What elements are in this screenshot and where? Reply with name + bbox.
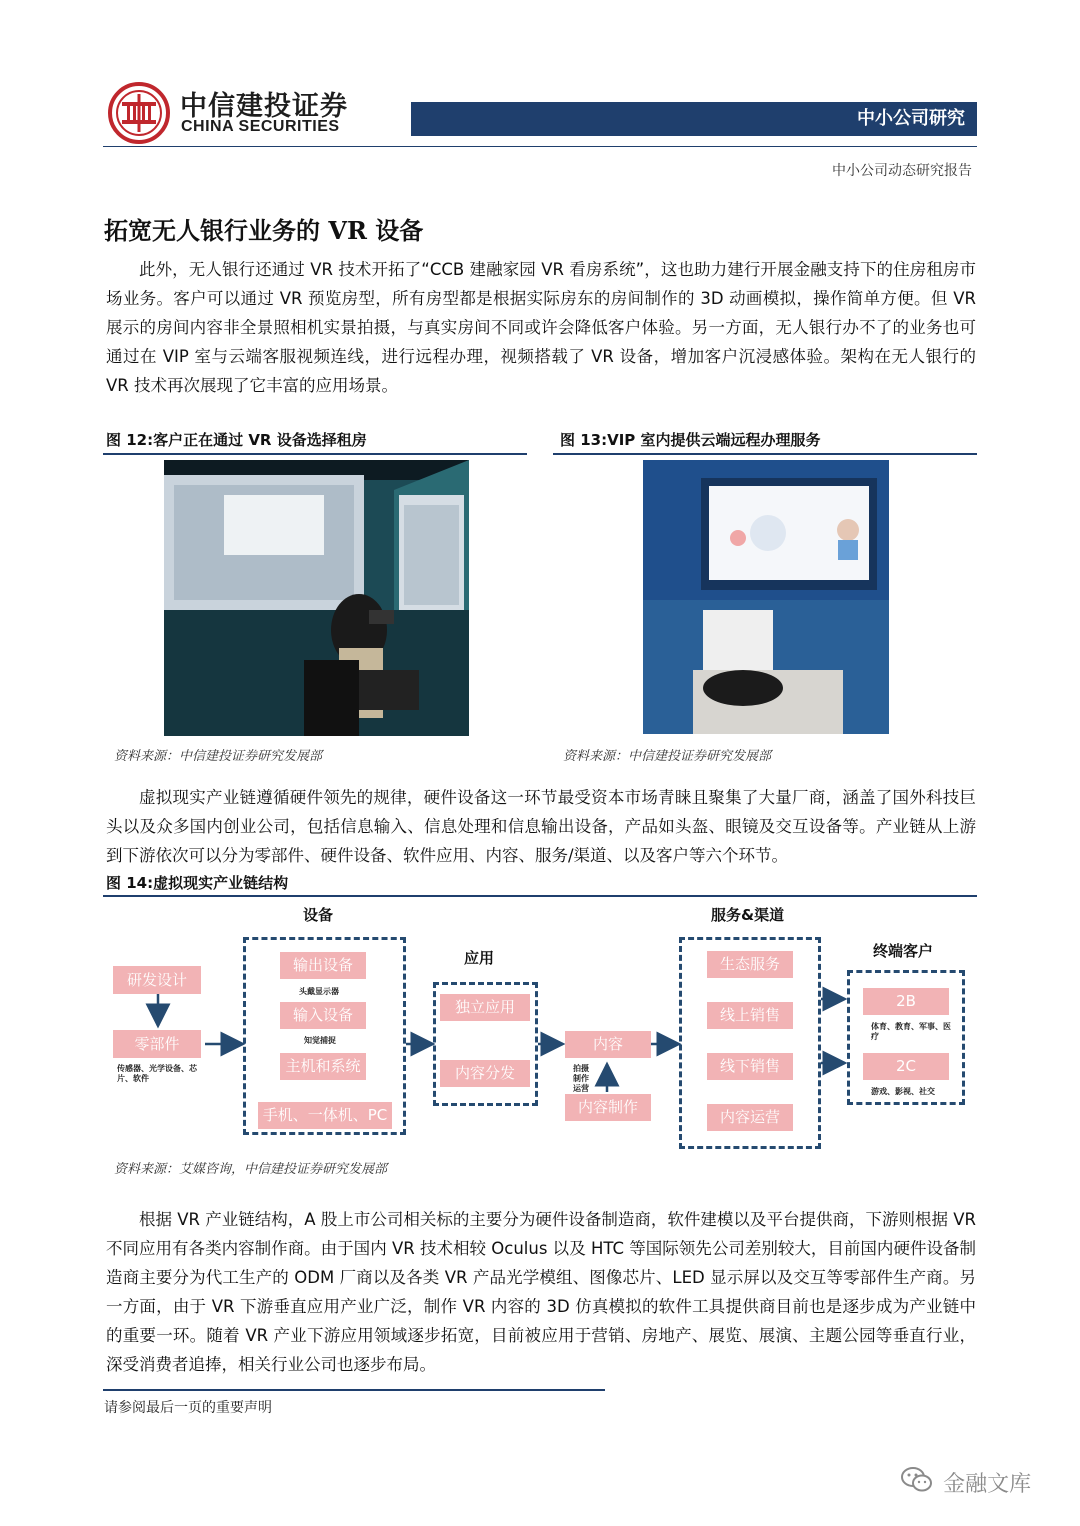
equipment-output: 输出设备: [280, 952, 366, 979]
service-ecosystem: 生态服务: [707, 951, 793, 978]
section-title: 拓宽无人银行业务的 VR 设备: [104, 216, 424, 245]
paragraph-2: 虚拟现实产业链遵循硬件领先的规律，硬件设备这一环节最受资本市场青睐且聚集了大量厂商，涵盖了国外科技巨头以及众多国内创业公司，包括信息输入、信息处理和信息输出设备，产品如头盔、眼镜及交互设备等。产业链从上游到下游依次可以分为零部件、硬件设备、软件应用、内容、服务/渠道、以及客户等六个环节。: [106, 788, 976, 865]
content-box: 内容: [565, 1031, 651, 1058]
service-online: 线上销售: [707, 1002, 793, 1029]
customer-2b-note: 体育、教育、军事、医疗: [871, 1022, 951, 1041]
equipment-note-hmd: 头戴显示器: [299, 987, 339, 996]
section-tag: 中小公司研究: [411, 102, 977, 136]
figure-13-source: 资料来源：中信建投证券研究发展部: [563, 749, 772, 764]
parts-box: 零部件: [113, 1030, 201, 1058]
figure-12-rule: [103, 453, 527, 455]
application-distribution: 内容分发: [440, 1060, 530, 1087]
figure-13-title: 图 13:VIP 室内提供云端远程办理服务: [560, 431, 821, 449]
label-equipment: 设备: [303, 906, 334, 924]
label-application: 应用: [464, 949, 495, 967]
brand-en: CHINA SECURITIES: [181, 118, 340, 135]
footer-disclaimer: 请参阅最后一页的重要声明: [104, 1400, 272, 1416]
label-service: 服务&渠道: [711, 906, 785, 924]
watermark-text: 金融文库: [943, 1471, 1032, 1497]
customer-2c: 2C: [863, 1053, 949, 1080]
customer-2b: 2B: [863, 988, 949, 1015]
watermark: [900, 1466, 1031, 1496]
paragraph-3: 根据 VR 产业链结构，A 股上市公司相关标的主要分为硬件设备制造商，软件建模以及平台提供商，下游则根据 VR 不同应用有各类内容制作商。由于国内 VR 技术相较 Oculus 以及 HTC 等国际领先公司差别较大，目前国内硬件设备制造商主要分为代工生产的 ODM 厂商以及各类 VR 产品光学模组、图像芯片、LED 显示屏以及交互等零部件生产商。另一方面，由于 VR 下游垂直应用产业广泛，制作 VR 内容的 3D 仿真模拟的软件工具提供商目前也是逐步成为产业链中的重要一环。随着 VR 产业下游应用领域逐步拓宽，目前被应用于营销、房地产、展览、展演、主题公园等垂直行业，深受消费者追捧，相关行业公司也逐步布局。: [106, 1210, 976, 1374]
figure-14-rule: [103, 895, 977, 897]
footer-rule: [103, 1389, 605, 1391]
vip-room-photo: [643, 460, 889, 734]
application-standalone: 独立应用: [440, 994, 530, 1021]
figure-13-rule: [553, 453, 977, 455]
service-operation: 内容运营: [707, 1104, 793, 1131]
parts-note: 传感器、光学设备、芯片、软件: [117, 1064, 197, 1083]
equipment-host: 主机和系统: [280, 1053, 366, 1080]
paragraph-1: 此外，无人银行还通过 VR 技术开拓了“CCB 建融家园 VR 看房系统”，这也助力建行开展金融支持下的住房租房市场业务。客户可以通过 VR 预览房型，所有房型都是根据实际房东的房间制作的 3D 动画模拟，操作简单方便。但 VR 展示的房间内容非全景照相机实景拍摄，与真实房间不同或许会降低客户体验。另一方面，无人银行办不了的业务也可通过在 VIP 室与云端客服视频连线，进行远程办理，视频搭载了 VR 设备，增加客户沉浸感体验。架构在无人银行的 VR 技术再次展现了它丰富的应用场景。: [106, 260, 976, 395]
china-securities-logo-icon: [108, 82, 170, 144]
figure-14-source: 资料来源：艾媒咨询，中信建投证券研究发展部: [114, 1162, 388, 1177]
figure-12-source: 资料来源：中信建投证券研究发展部: [114, 749, 323, 764]
figure-14-title: 图 14:虚拟现实产业链结构: [106, 874, 289, 892]
wechat-icon: [900, 1466, 934, 1498]
header-rule: [103, 146, 977, 147]
content-note: 拍摄制作运营: [573, 1064, 589, 1093]
brand-cn: 中信建投证券: [180, 91, 348, 122]
customer-2c-note: 游戏、影视、社交: [871, 1087, 935, 1096]
equipment-note-perception: 知觉捕捉: [304, 1036, 336, 1045]
content-making-box: 内容制作: [565, 1094, 651, 1121]
logo: [108, 82, 170, 144]
equipment-input: 输入设备: [280, 1002, 366, 1029]
rd-box: 研发设计: [113, 966, 201, 994]
diagram-arrows: [103, 898, 977, 1153]
equipment-devices: 手机、一体机、PC: [258, 1102, 392, 1129]
vr-industry-chain-diagram: [103, 898, 977, 1153]
figure-12-title: 图 12:客户正在通过 VR 设备选择租房: [106, 431, 367, 449]
report-type: 中小公司动态研究报告: [832, 163, 972, 179]
vr-rental-photo: [164, 460, 469, 736]
service-offline: 线下销售: [707, 1053, 793, 1080]
label-customer: 终端客户: [873, 942, 934, 960]
